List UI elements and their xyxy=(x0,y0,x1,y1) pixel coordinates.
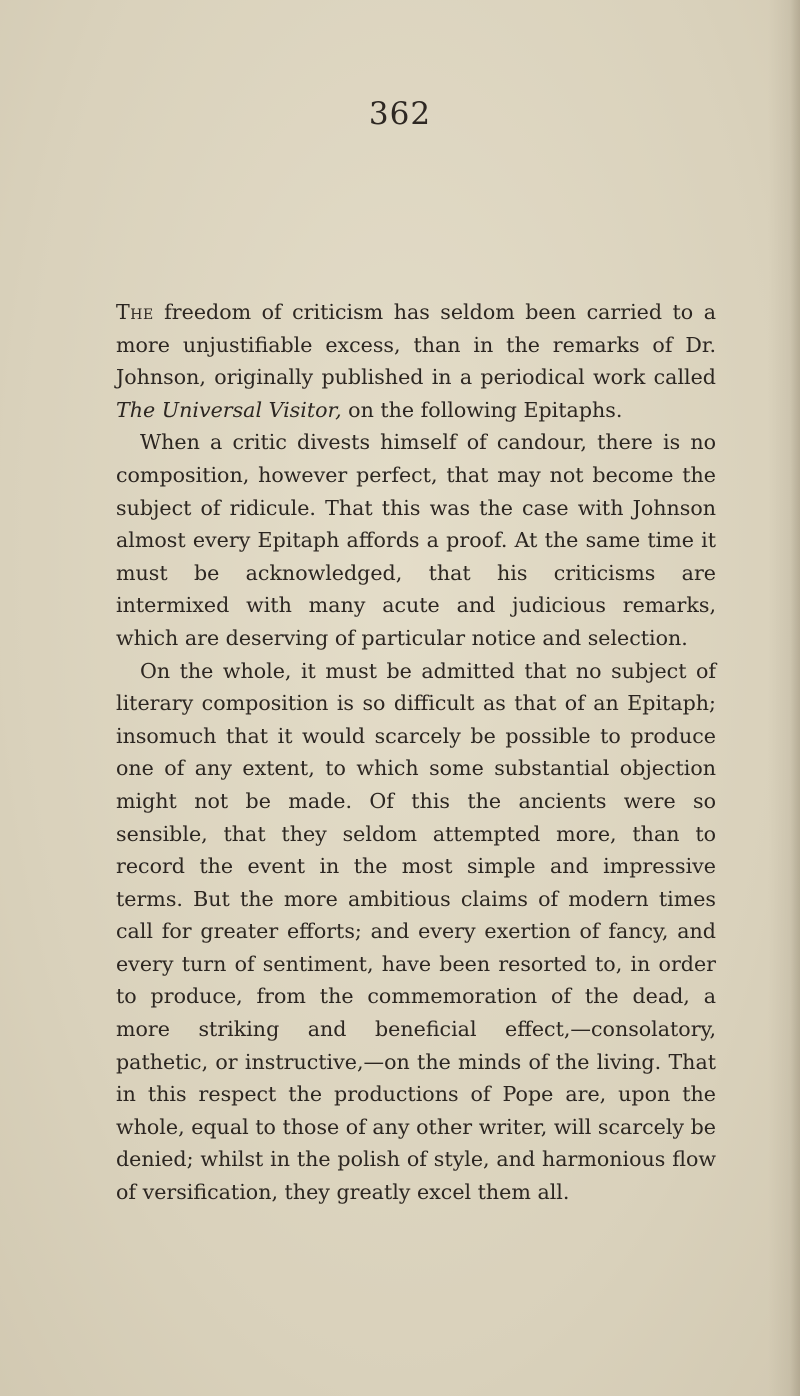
page-number: 362 xyxy=(368,96,432,132)
page-edge-shadow xyxy=(790,0,800,1396)
paragraph-1-italic-title: The Universal Visitor, xyxy=(116,397,342,422)
paragraph-1-lead: The xyxy=(116,300,154,324)
paragraph-3: On the whole, it must be admitted that no subject of literary composition is so difficult as that of an Epitaph; insomuch that it would scarcely be possible to produce one of any extent, to which some substantial objection might not be made. Of this the ancients were so sensible, that they seldom attempted more, than to record the event in the most simple and impressive terms. But the more ambitious claims of modern times call for greater efforts; and every exertion of fancy, and every turn of sentiment, have been resorted to, in order to produce, from the commemoration of the dead, a more striking and beneficial effect,—consolatory, pathetic, or instructive,—on the minds of the living. That in this respect the productions of Pope are, upon the whole, equal to those of any other writer, will scarcely be denied; whilst in the polish of style, and harmonious flow of versification, they greatly excel them all. xyxy=(116,658,716,1205)
paragraph-1-tail: on the following Epitaphs. xyxy=(341,397,623,422)
paragraph-1 xyxy=(116,296,716,426)
paragraph-1-text: freedom of criticism has seldom been carried to a more unjustifiable excess, than in the remarks of Dr. Johnson, originally published in a periodical work called xyxy=(116,300,716,390)
body-text xyxy=(116,296,716,1209)
paragraph-2: When a critic divests himself of candour, there is no composition, however perfect, that may not become the subject of ridicule. That this was the case with Johnson almost every Epitaph affords a proof. At the same time it must be acknowledged, that his criticisms are intermixed with many acute and judicious remarks, which are deserving of particular notice and selection. xyxy=(116,430,716,650)
